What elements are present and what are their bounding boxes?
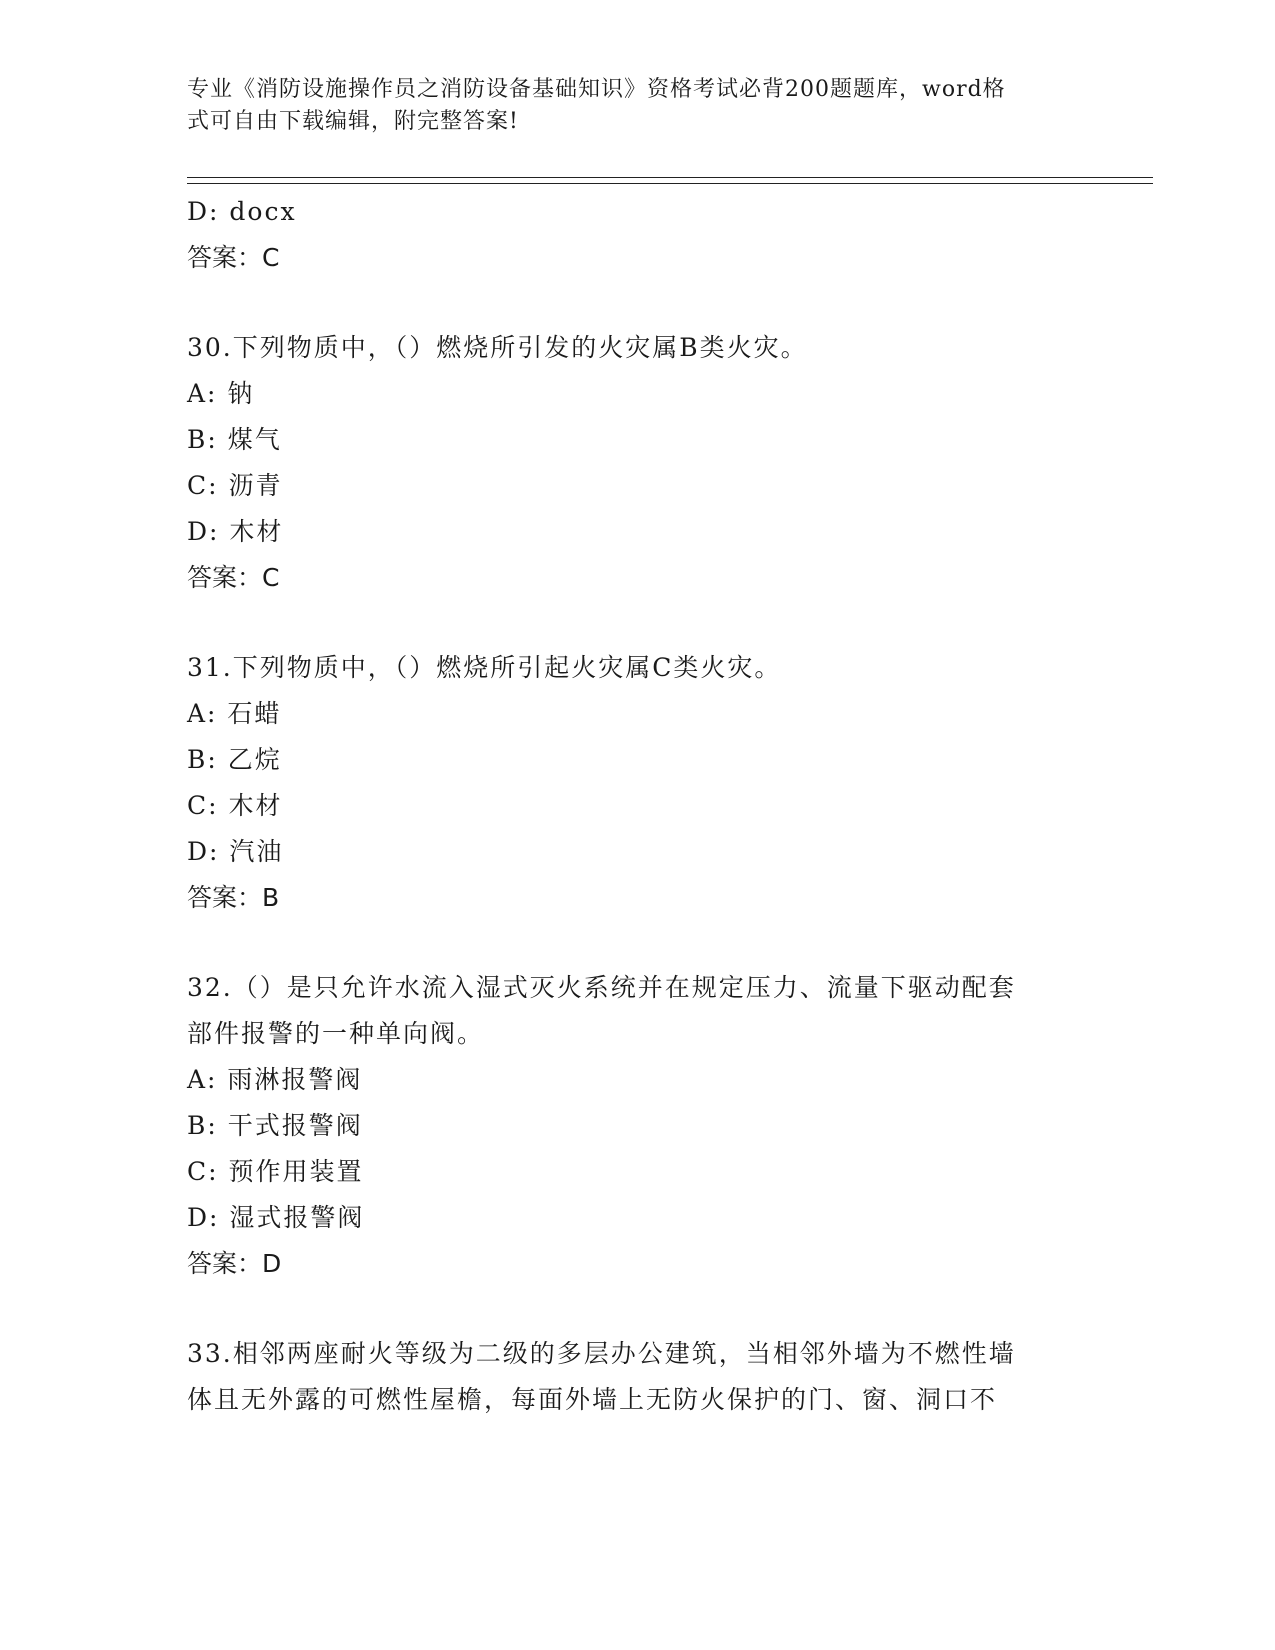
question-33: [187, 1331, 1087, 1423]
answer-line: 答案：C: [187, 563, 280, 592]
option-b: B: 干式报警阀: [187, 1111, 363, 1140]
question-stem: 30.下列物质中，（）燃烧所引发的火灾属B类火灾。: [187, 333, 808, 362]
option-b: B: 乙烷: [187, 745, 282, 774]
answer-line: 答案：B: [187, 883, 280, 912]
option-a: A: 雨淋报警阀: [187, 1065, 363, 1094]
option-c: C: 木材: [187, 791, 283, 820]
answer-line: 答案：D: [187, 1249, 282, 1278]
option-d: D: 木材: [187, 517, 284, 546]
question-stem-line-2: 部件报警的一种单向阀。: [187, 1019, 485, 1048]
question-31: [187, 645, 1087, 921]
option-a: A: 钠: [187, 379, 255, 408]
header-line-2: 式可自由下载编辑，附完整答案!: [187, 109, 519, 134]
header-line-1: 专业《消防设施操作员之消防设备基础知识》资格考试必背200题题库，word格: [187, 77, 1006, 102]
question-list: [187, 189, 1087, 1423]
option-c: C: 沥青: [187, 471, 283, 500]
header-rule-top: [187, 177, 1153, 178]
document-header: [187, 74, 1077, 138]
option-d: D: 汽油: [187, 837, 284, 866]
question-stem-line-1: 32.（）是只允许水流入湿式灭火系统并在规定压力、流量下驱动配套: [187, 973, 1016, 1002]
question-stem-line-1: 33.相邻两座耐火等级为二级的多层办公建筑，当相邻外墙为不燃性墙: [187, 1339, 1016, 1368]
option-d: D: 湿式报警阀: [187, 1203, 365, 1232]
option-d: D: docx: [187, 197, 297, 226]
question-stem: 31.下列物质中，（）燃烧所引起火灾属C类火灾。: [187, 653, 782, 682]
question-stem-line-2: 体且无外露的可燃性屋檐，每面外墙上无防火保护的门、窗、洞口不: [187, 1385, 998, 1414]
header-rule-bottom: [187, 183, 1153, 184]
option-c: C: 预作用装置: [187, 1157, 364, 1186]
option-a: A: 石蜡: [187, 699, 282, 728]
option-b: B: 煤气: [187, 425, 282, 454]
answer-line: 答案：C: [187, 243, 280, 272]
question-30: [187, 325, 1087, 601]
question-32: [187, 965, 1087, 1287]
